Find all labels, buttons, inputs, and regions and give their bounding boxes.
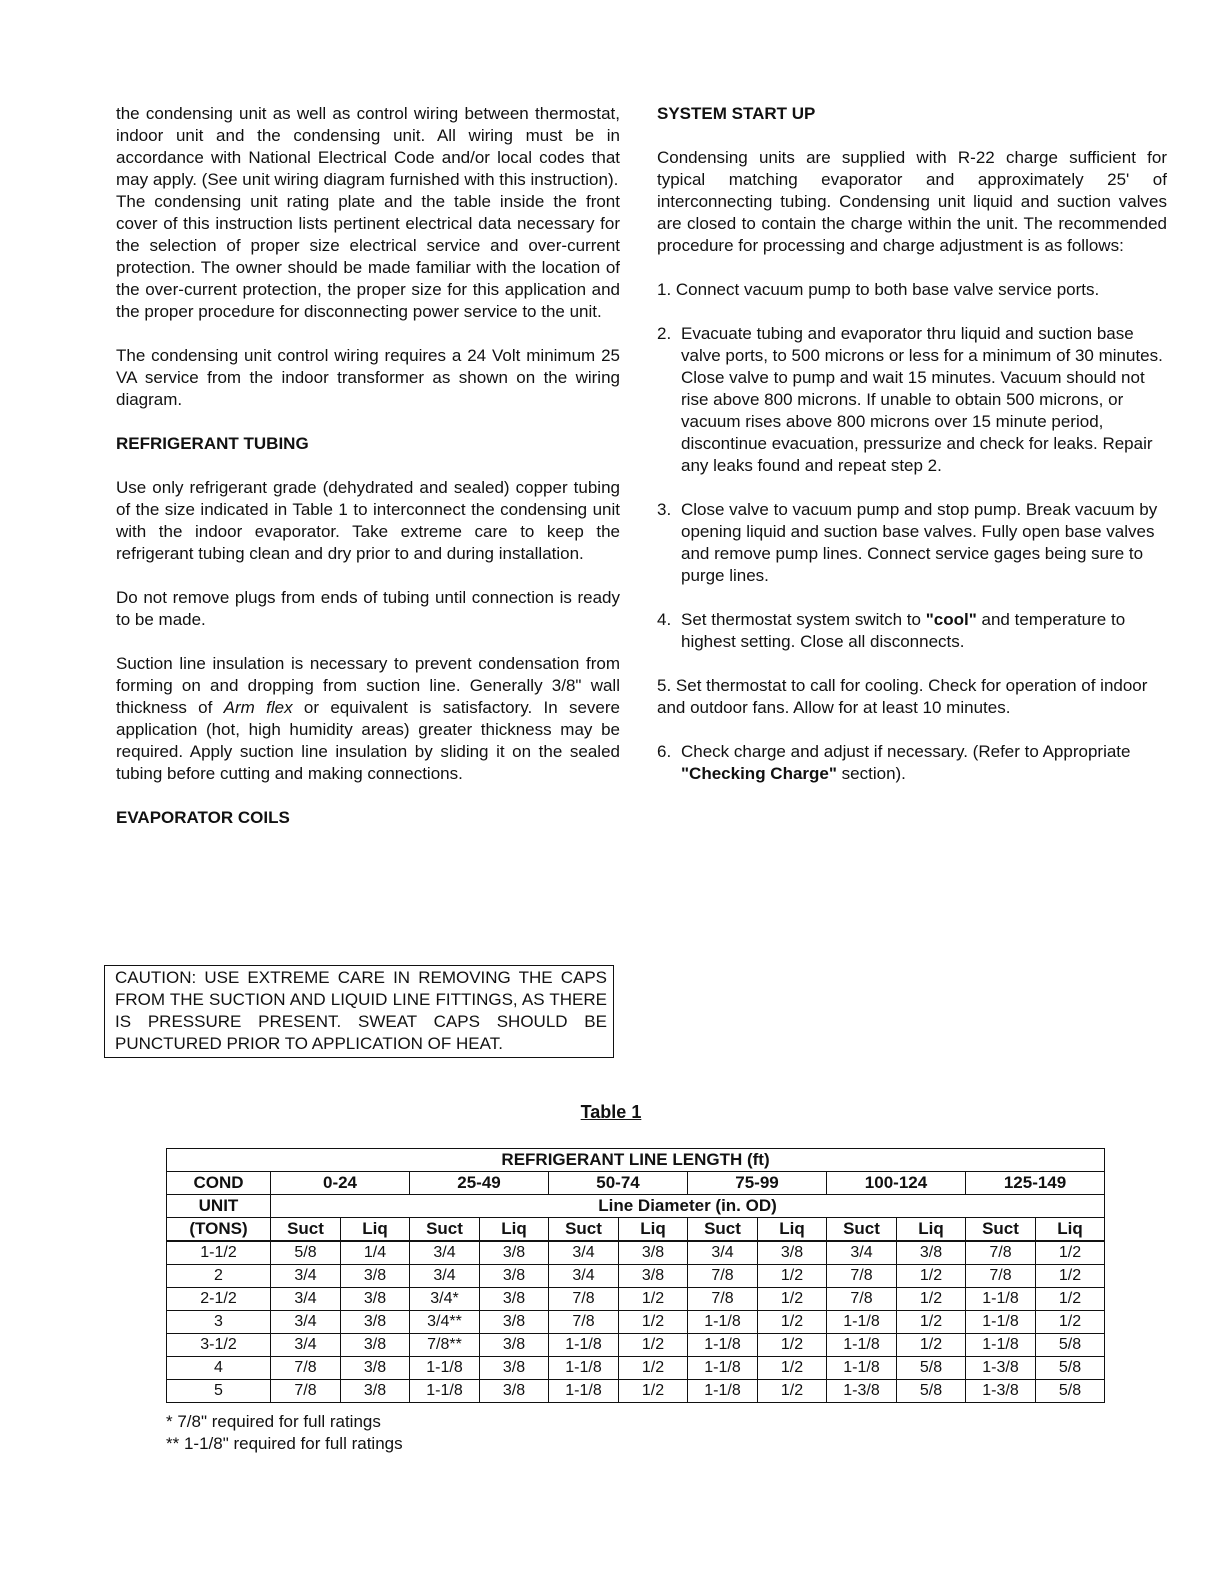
liq-cell: 1/2 <box>758 1288 827 1311</box>
table-caption: Table 1 <box>580 1102 642 1122</box>
suct-cell: 1-1/8 <box>827 1311 897 1334</box>
refrigerant-line-table <box>166 1148 1105 1403</box>
liq-cell: 1/2 <box>758 1357 827 1380</box>
arm-flex-text: Arm flex <box>223 698 293 717</box>
step-2: 2. Evacuate tubing and evaporator thru liquid and suction base valve ports, to 500 microns or less for a minimum of 30 minutes. Close valve to pump and wait 15 minutes. Vacuum should not rise above 800 microns. If unable to obtain 500 microns, or vacuum rises above 800 microns over 15 minute period, discontinue evacuation, pressurize and check for leaks. Repair any leaks found and repeat step 2. <box>657 324 1163 475</box>
range-header: 75-99 <box>688 1172 827 1195</box>
suct-cell: 1-3/8 <box>966 1357 1036 1380</box>
suct-cell: 1-3/8 <box>827 1380 897 1403</box>
suct-cell: 7/8 <box>827 1265 897 1288</box>
suct-cell: 1-1/8 <box>410 1357 480 1380</box>
footnote-single-star: * 7/8" required for full ratings <box>166 1412 381 1431</box>
liq-cell: 1/2 <box>758 1380 827 1403</box>
suct-cell: 3/4 <box>688 1241 758 1265</box>
system-start-up-heading: SYSTEM START UP <box>657 104 816 123</box>
liq-cell: 1/2 <box>897 1265 966 1288</box>
suct-cell: 7/8 <box>549 1311 619 1334</box>
suct-cell: 7/8 <box>966 1241 1036 1265</box>
suct-cell: 1-1/8 <box>549 1334 619 1357</box>
footnote-double-star: ** 1-1/8" required for full ratings <box>166 1434 403 1453</box>
suct-cell: 1-1/8 <box>688 1380 758 1403</box>
suct-cell: 1-1/8 <box>966 1334 1036 1357</box>
tons-cell: 1-1/2 <box>167 1241 271 1265</box>
liq-cell: 3/8 <box>480 1334 549 1357</box>
suct-header: Suct <box>271 1218 341 1242</box>
table-row <box>167 1357 1105 1380</box>
table-row <box>167 1265 1105 1288</box>
suct-cell: 1-1/8 <box>827 1334 897 1357</box>
wiring-paragraph: the condensing unit as well as control wiring between thermostat, indoor unit and the condensing unit. All wiring must be in accordance with National Electrical Code and/or local codes that may apply. (See unit wiring diagram furnished with this instruction). <box>116 104 620 189</box>
liq-cell: 3/8 <box>341 1380 410 1403</box>
liq-cell: 1/2 <box>1036 1241 1105 1265</box>
table-row <box>167 1380 1105 1403</box>
liq-cell: 1/2 <box>758 1334 827 1357</box>
step-3: 3. Close valve to vacuum pump and stop pump. Break vacuum by opening liquid and suction base valves. Fully open base valves and remove pump lines. Connect service gages being sure to purge lines. <box>657 500 1158 585</box>
tubing-paragraph: Use only refrigerant grade (dehydrated and sealed) copper tubing of the size indicated in Table 1 to interconnect the condensing unit with the indoor evaporator. Take extreme care to keep the refrigerant tubing clean and dry prior to and during installation. <box>116 478 620 563</box>
liq-cell: 3/8 <box>341 1357 410 1380</box>
tons-cell: 5 <box>167 1380 271 1403</box>
liq-cell: 5/8 <box>1036 1357 1105 1380</box>
suct-cell: 5/8 <box>271 1241 341 1265</box>
suct-cell: 3/4* <box>410 1288 480 1311</box>
suct-cell: 7/8 <box>688 1288 758 1311</box>
suct-cell: 3/4 <box>271 1265 341 1288</box>
table-row <box>167 1241 1105 1265</box>
liq-cell: 3/8 <box>758 1241 827 1265</box>
suct-cell: 1-1/8 <box>549 1357 619 1380</box>
liq-cell: 3/8 <box>619 1265 688 1288</box>
liq-cell: 1/2 <box>1036 1311 1105 1334</box>
refrigerant-tubing-heading: REFRIGERANT TUBING <box>116 434 309 453</box>
liq-cell: 5/8 <box>897 1357 966 1380</box>
suct-cell: 1-1/8 <box>827 1357 897 1380</box>
suct-cell: 3/4 <box>410 1265 480 1288</box>
suct-cell: 7/8 <box>688 1265 758 1288</box>
suct-cell: 3/4 <box>549 1241 619 1265</box>
left-column <box>116 103 620 829</box>
liq-header: Liq <box>1036 1218 1105 1242</box>
range-header: 25-49 <box>410 1172 549 1195</box>
liq-header: Liq <box>341 1218 410 1242</box>
liq-cell: 3/8 <box>480 1288 549 1311</box>
liq-cell: 3/8 <box>480 1380 549 1403</box>
liq-cell: 1/2 <box>1036 1265 1105 1288</box>
suct-cell: 7/8** <box>410 1334 480 1357</box>
liq-cell: 1/2 <box>897 1288 966 1311</box>
liq-cell: 1/2 <box>1036 1288 1105 1311</box>
liq-cell: 5/8 <box>1036 1334 1105 1357</box>
tons-cell: 3 <box>167 1311 271 1334</box>
step-1: 1. Connect vacuum pump to both base valve service ports. <box>657 280 1100 299</box>
liq-cell: 3/8 <box>341 1288 410 1311</box>
suct-header: Suct <box>688 1218 758 1242</box>
suct-cell: 3/4** <box>410 1311 480 1334</box>
liq-cell: 3/8 <box>341 1334 410 1357</box>
suct-cell: 1-1/8 <box>410 1380 480 1403</box>
checking-charge-text: "Checking Charge" <box>681 764 837 783</box>
table-row <box>167 1288 1105 1311</box>
evaporator-coils-heading: EVAPORATOR COILS <box>116 808 290 827</box>
liq-header: Liq <box>619 1218 688 1242</box>
liq-cell: 3/8 <box>341 1311 410 1334</box>
caution-box: CAUTION: USE EXTREME CARE IN REMOVING THE CAPS FROM THE SUCTION AND LIQUID LINE FITTINGS, AS THERE IS PRESSURE PRESENT. SWEAT CAPS SHOULD BE PUNCTURED PRIOR TO APPLICATION OF HEAT. <box>104 965 614 1058</box>
plugs-paragraph: Do not remove plugs from ends of tubing until connection is ready to be made. <box>116 588 620 629</box>
table-row <box>167 1334 1105 1357</box>
liq-cell: 1/2 <box>619 1380 688 1403</box>
suct-header: Suct <box>549 1218 619 1242</box>
suct-cell: 3/4 <box>549 1265 619 1288</box>
suct-cell: 3/4 <box>827 1241 897 1265</box>
liq-cell: 1/2 <box>758 1311 827 1334</box>
range-header: 100-124 <box>827 1172 966 1195</box>
cool-text: "cool" <box>925 610 977 629</box>
unit-header-line3: (TONS) <box>167 1218 271 1242</box>
suct-header: Suct <box>410 1218 480 1242</box>
suct-cell: 1-1/8 <box>688 1334 758 1357</box>
suct-cell: 3/4 <box>271 1288 341 1311</box>
suct-header: Suct <box>827 1218 897 1242</box>
liq-cell: 5/8 <box>1036 1380 1105 1403</box>
liq-cell: 3/8 <box>619 1241 688 1265</box>
table-subtitle: Line Diameter (in. OD) <box>271 1195 1105 1218</box>
liq-cell: 3/8 <box>480 1311 549 1334</box>
liq-cell: 1/2 <box>619 1357 688 1380</box>
range-header: 0-24 <box>271 1172 410 1195</box>
liq-cell: 1/2 <box>619 1311 688 1334</box>
liq-cell: 3/8 <box>480 1357 549 1380</box>
tons-cell: 3-1/2 <box>167 1334 271 1357</box>
liq-cell: 3/8 <box>480 1241 549 1265</box>
liq-cell: 1/2 <box>897 1311 966 1334</box>
liq-header: Liq <box>480 1218 549 1242</box>
tons-cell: 4 <box>167 1357 271 1380</box>
liq-header: Liq <box>758 1218 827 1242</box>
table-notes <box>166 1411 403 1455</box>
suct-cell: 7/8 <box>827 1288 897 1311</box>
control-wiring-paragraph: The condensing unit control wiring requires a 24 Volt minimum 25 VA service from the indoor transformer as shown on the wiring diagram. <box>116 346 620 409</box>
liq-header: Liq <box>897 1218 966 1242</box>
suct-cell: 3/4 <box>271 1311 341 1334</box>
suct-cell: 1-1/8 <box>966 1288 1036 1311</box>
liq-cell: 1/2 <box>619 1334 688 1357</box>
unit-header-line1: COND <box>167 1172 271 1195</box>
liq-cell: 5/8 <box>897 1380 966 1403</box>
suct-cell: 1-1/8 <box>688 1311 758 1334</box>
insulation-paragraph: Suction line insulation is necessary to prevent condensation from forming on and dropping from suction line. Generally 3/8" wall thickness of Arm flex or equivalent is satisfactory. In severe application (hot, high humidity areas) greater thickness may be required. Apply suction line insulation by sliding it on the sealed tubing before cutting and making connections. <box>116 654 621 783</box>
step-6: 6. Check charge and adjust if necessary. (Refer to Appropriate "Checking Charge" section). <box>657 742 1131 783</box>
suct-cell: 3/4 <box>410 1241 480 1265</box>
table-title: REFRIGERANT LINE LENGTH (ft) <box>167 1149 1105 1172</box>
unit-header-line2: UNIT <box>167 1195 271 1218</box>
suct-cell: 3/4 <box>271 1334 341 1357</box>
tons-cell: 2 <box>167 1265 271 1288</box>
liq-cell: 1/2 <box>619 1288 688 1311</box>
liq-cell: 3/8 <box>897 1241 966 1265</box>
suct-cell: 1-3/8 <box>966 1380 1036 1403</box>
suct-header: Suct <box>966 1218 1036 1242</box>
table-row <box>167 1311 1105 1334</box>
suct-cell: 1-1/8 <box>966 1311 1036 1334</box>
liq-cell: 1/2 <box>758 1265 827 1288</box>
start-up-intro: Condensing units are supplied with R-22 charge sufficient for typical matching evaporator and approximately 25' of interconnecting tubing. Condensing unit liquid and suction valves are closed to contain the charge within the unit. The recommended procedure for processing and charge adjustment is as follows: <box>657 148 1167 255</box>
suct-cell: 7/8 <box>271 1357 341 1380</box>
suct-cell: 1-1/8 <box>549 1380 619 1403</box>
rating-plate-paragraph: The condensing unit rating plate and the table inside the front cover of this instruction lists pertinent electrical data necessary for the selection of proper size electrical service and over-current protection. The owner should be made familiar with the location of the over-current protection, the proper size for this application and the proper procedure for disconnecting power service to the unit. <box>116 192 620 321</box>
liq-cell: 1/4 <box>341 1241 410 1265</box>
suct-cell: 7/8 <box>271 1380 341 1403</box>
liq-cell: 3/8 <box>341 1265 410 1288</box>
step-4: 4. Set thermostat system switch to "cool" and temperature to highest setting. Close all disconnects. <box>657 610 1126 651</box>
liq-cell: 3/8 <box>480 1265 549 1288</box>
liq-cell: 1/2 <box>897 1334 966 1357</box>
tons-cell: 2-1/2 <box>167 1288 271 1311</box>
suct-cell: 7/8 <box>966 1265 1036 1288</box>
suct-cell: 7/8 <box>549 1288 619 1311</box>
step-5: 5. Set thermostat to call for cooling. Check for operation of indoor and outdoor fans. Allow for at least 10 minutes. <box>657 676 1148 717</box>
suct-cell: 1-1/8 <box>688 1357 758 1380</box>
range-header: 50-74 <box>549 1172 688 1195</box>
right-column <box>657 103 1167 785</box>
range-header: 125-149 <box>966 1172 1105 1195</box>
